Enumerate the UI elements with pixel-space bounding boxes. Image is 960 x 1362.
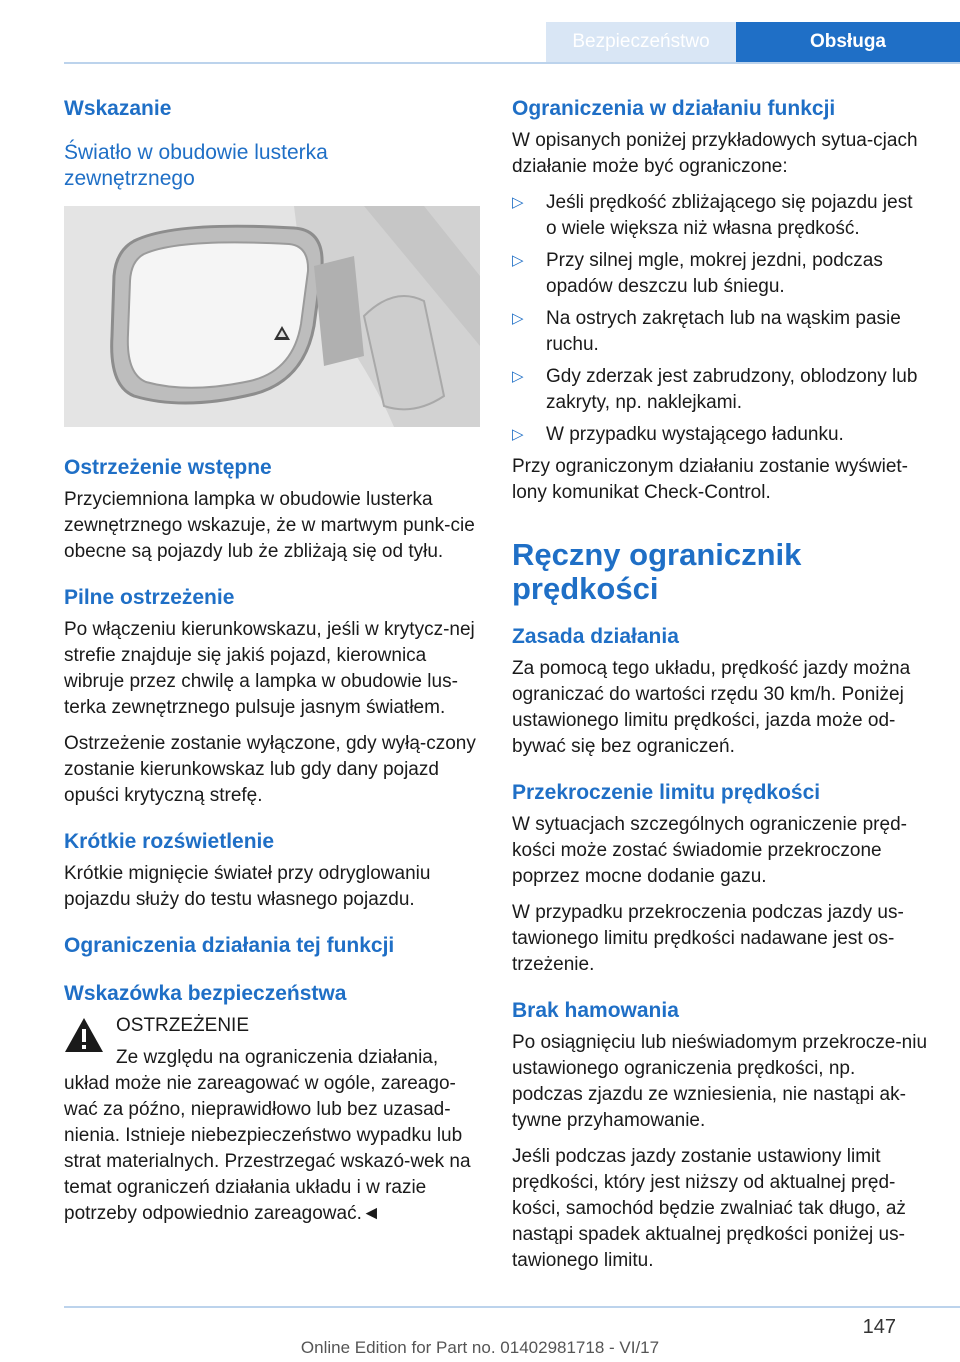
mirror-illustration — [64, 206, 480, 427]
heading-pilne-ostrzezenie: Pilne ostrzeżenie — [64, 586, 235, 609]
heading-wskazowka: Wskazówka bezpieczeństwa — [64, 982, 347, 1005]
heading-zasada: Zasada działania — [512, 625, 679, 648]
list-item: ▷ Jeśli prędkość zbliżającego się pojazdu jest o wiele większa niż własna prędkość. — [512, 190, 928, 242]
header-tab-section: Bezpieczeństwo — [546, 22, 736, 62]
warning-triangle-icon — [64, 1017, 104, 1053]
footer-rule — [64, 1306, 960, 1308]
warning-text-line1: Ze względu na ograniczenia działania, — [116, 1047, 439, 1068]
page-number: 147 — [862, 1316, 896, 1338]
paragraph-krotkie: Krótkie mignięcie świateł przy odryglowaniu pojazdu służy do testu własnego pojazdu. — [64, 863, 431, 910]
warning-title: OSTRZEŻENIE — [116, 1015, 250, 1036]
heading-ograniczenia-funkcji: Ograniczenia działania tej funkcji — [64, 934, 395, 957]
warning-block — [64, 1013, 484, 1227]
list-item: ▷ Gdy zderzak jest zabrudzony, oblodzony lub zakryty, np. naklejkami. — [512, 364, 928, 416]
list-item: ▷ W przypadku wystającego ładunku. — [512, 422, 928, 448]
right-column — [512, 96, 928, 1284]
paragraph-przekroczenie-2: W przypadku przekroczenia podczas jazdy us-tawionego limitu prędkości nadawane jest os-trzeżenie. — [512, 902, 904, 975]
mirror-illustration-svg — [64, 206, 480, 427]
heading-swiatlo: Światło w obudowie lusterka zewnętrznego — [64, 141, 328, 190]
paragraph-intro: W opisanych poniżej przykładowych sytua-cjach działanie może być ograniczone: — [512, 130, 918, 177]
paragraph-ostrzezenie-wstepne: Przyciemniona lampka w obudowie lusterka zewnętrznego wskazuje, że w martwym punk-cie obecne są pojazdy lub że zbliżają się od tyłu. — [64, 489, 475, 562]
list-item: ▷ Na ostrych zakrętach lub na wąskim pasie ruchu. — [512, 306, 928, 358]
heading-przekroczenie: Przekroczenie limitu prędkości — [512, 781, 821, 804]
paragraph-brak-2: Jeśli podczas jazdy zostanie ustawiony limit prędkości, który jest niższy od aktualnej pręd-kości, samochód będzie zwalniać tak długo, aż nastąpi spadek aktualnej prędkości poniżej us-tawionego limitu. — [512, 1146, 906, 1271]
section-title-reczny-ogranicznik: Ręczny ogranicznik prędkości — [512, 537, 802, 606]
heading-brak-hamowania: Brak hamowania — [512, 999, 679, 1022]
heading-wskazanie: Wskazanie — [64, 97, 172, 120]
heading-krotkie-rozswietlenie: Krótkie rozświetlenie — [64, 830, 275, 853]
list-item: ▷ Przy silnej mgle, mokrej jezdni, podczas opadów deszczu lub śniegu. — [512, 248, 928, 300]
paragraph-check-control: Przy ograniczonym działaniu zostanie wyświet-lony komunikat Check-Control. — [512, 456, 908, 503]
header-rule — [64, 62, 960, 64]
header-tab-chapter: Obsługa — [736, 22, 960, 62]
limitations-list — [512, 190, 928, 448]
paragraph-brak-1: Po osiągnięciu lub nieświadomym przekrocze-niu ustawionego ograniczenia prędkości, np. podczas zjazdu ze wzniesienia, nie nastąpi ak-tywne przyhamowanie. — [512, 1032, 928, 1131]
paragraph-zasada: Za pomocą tego układu, prędkość jazdy można ograniczać do wartości rzędu 30 km/h. Poniżej ustawionego limitu prędkości, jazda może od-bywać się bez ograniczeń. — [512, 658, 911, 757]
paragraph-pilne-1: Po włączeniu kierunkowskazu, jeśli w krytycz-nej strefie znajduje się jakiś pojazd, kierownica wibruje przez chwilę a lampka w obudowie lus-terka zewnętrznego pulsuje jasnym światłem. — [64, 619, 475, 718]
heading-ostrzezenie-wstepne: Ostrzeżenie wstępne — [64, 456, 272, 479]
left-column — [64, 96, 484, 1227]
footer-edition: Online Edition for Part no. 01402981718 - VI/17 — [300, 1338, 660, 1357]
heading-ograniczenia-dzialaniu: Ograniczenia w działaniu funkcji — [512, 97, 836, 120]
warning-text: układ może nie zareagować w ogóle, zareago-wać za późno, nieprawidłowo lub bez uzasad-nienia. Istnieje niebezpieczeństwo wypadku lub strat materialnych. Przestrzegać wskazó-wek na temat ograniczeń działania układu i w razie potrzeby odpowiednio zareagować.◄ — [64, 1073, 471, 1224]
paragraph-pilne-2: Ostrzeżenie zostanie wyłączone, gdy wyłą-czony zostanie kierunkowskaz lub gdy dany pojazd opuści krytyczną strefę. — [64, 733, 476, 806]
paragraph-przekroczenie-1: W sytuacjach szczególnych ograniczenie pręd-kości może zostać świadomie przekroczone poprzez mocne dodanie gazu. — [512, 814, 907, 887]
